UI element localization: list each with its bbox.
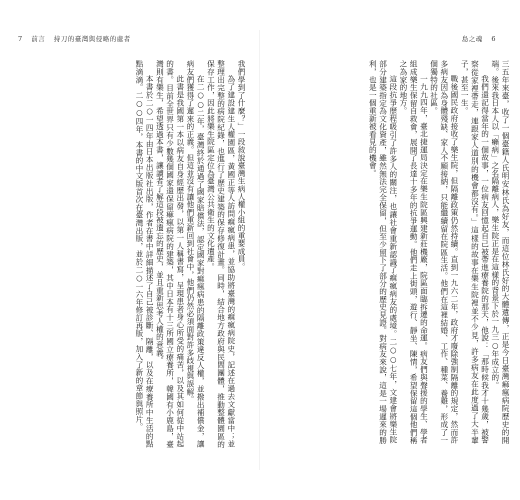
left-paragraph: 本書於二○一四年由日本出版社出版，作者在書中詳細描述了自己被診斷、隔離，以及在療養所中生活的點點滴滴。二○○四年，本書的中文版首次在臺灣出版，並於二○一六年修訂再版，加入了新的章節與照片。 (134, 60, 155, 448)
left-running-header (18, 34, 137, 43)
right-paragraph: 戰後國民政府接收了樂生院，但隔離政策仍然持續。直到一九六二年，政府才廢除強制隔離的規定，然而許多病友因為身體殘缺、家人不願接納，只能繼續留在院區生活。他們在這裡結婚、工作、種菜、養雞，形成了一個獨特的社區。 (429, 60, 459, 444)
left-paragraph: 此書是我國第一本以病友自身經歷出發，以第一人稱書寫，呈現患者身心所受的痛苦，以及其如何從中站起的書。目前全世界只有少數幾個國家還保留痲瘋病院的建築，其中日本有十三所國立療養所，韓國有小鹿島，臺灣則有樂生，希望透過本書，讓讀者了解這段被遺忘的歷史，並且重新思考人權的意義。 (155, 60, 185, 448)
left-paragraph: 為了建設建生人權園區，黃國正等人訪問痲瘋病患，並協助將臺灣的痲瘋病院史，記述在過去文獻當中；並整理出完整的病院紀錄，也進行了歷史建築的保存修復計畫。同時，結合地方政府與民間團體，推動整體園區的保存工作，因此將樂生院區定位為臺灣公共衛生的文化遺產。 (206, 60, 236, 448)
left-paragraph: 在二○○二年，臺灣終於通過了國家賠償法，認定國家對痲瘋病患的隔離政策違反人權，並撥出補償金，讓病友們獲得了遲來的正義。但這並沒有讓他們重新回到社會中，他們仍然必須面對許多歧視與誤解。 (185, 60, 206, 448)
right-running-title: 島之魂 (461, 35, 483, 43)
right-paragraph: 我們還記得當年的一個故事，一位病友回憶起自己被帶進療養院的那天，他說：「那時候我才十幾歲，被警察從家裡帶走，連跟家人道別的機會都沒有。」這樣的故事在樂生院裡並不少見，許多病友在此度過了大半輩子，甚至一生。 (460, 60, 490, 444)
right-body-text (272, 60, 510, 444)
left-body-text (14, 60, 246, 448)
left-paragraph: 我們學到了什麼？」一段敘說臺灣生病人權小組的重要成員。 (237, 60, 246, 271)
left-part-label: 前言 (31, 35, 46, 43)
right-page (260, 0, 520, 500)
right-page-number: 6 (491, 35, 496, 43)
left-chapter-title: 持刀的臺灣與侵略的處者 (53, 35, 131, 43)
right-paragraph: 這段抗爭歷程吸引了許多人的關注，也讓社會重新認識了痲瘋病友的處境。二○○七年，文建會將樂生院部分建築指定為文化資產，雖然無法完全保留，但至少留下了部分的歷史見證。對病友來說，這是一場遲來的勝利，也是一個重新被看見的機會。 (368, 60, 398, 444)
right-running-header (462, 34, 502, 43)
right-paragraph: 三五年來臺，收了一個臺籍人氏明安林氏為好友，而這位林氏好的大體遺傳，正是今日臺灣痲瘋病院歷史的開端。後來我日本人以「癩病」之名隔離病人，樂生院正是在這樣的背景下於一九三○年成立的。 (490, 60, 510, 444)
left-page-number: 7 (18, 35, 23, 43)
right-paragraph: 一九九四年，臺北捷運局決定在樂生院區興建新莊機廠，院區面臨拆遷的命運。病友們與聲援的學生、學者組成樂生保留自救會，展開了長達十多年的抗爭運動。他們走上街頭，遊行、靜坐、陳情，希望保留這個他們稱之為家的地方。 (398, 60, 429, 444)
